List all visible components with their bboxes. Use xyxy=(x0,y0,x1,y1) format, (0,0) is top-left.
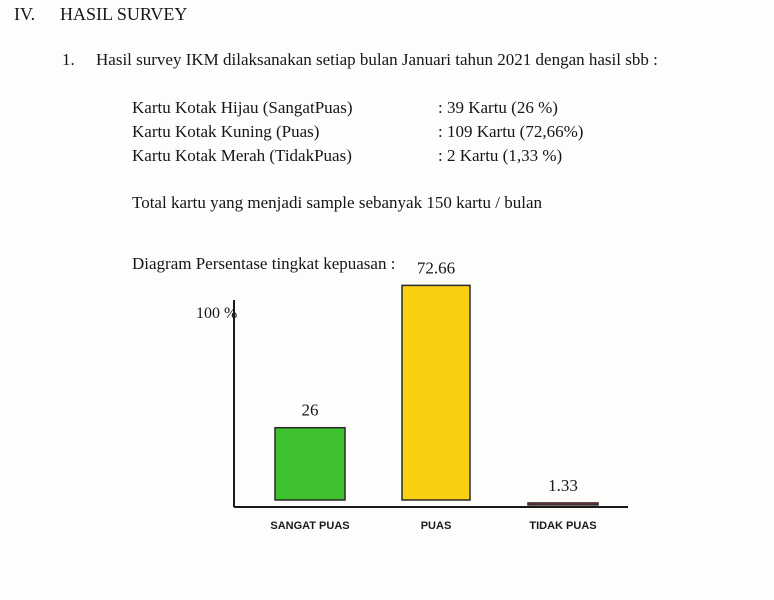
card-green-name: Kartu Kotak Hijau (SangatPuas) xyxy=(132,98,353,117)
bar-puas xyxy=(402,285,470,500)
data-label-0: 26 xyxy=(301,400,319,420)
section-number: IV. xyxy=(14,4,36,24)
category-label-2: TIDAK PUAS xyxy=(529,520,597,532)
category-label-0: SANGAT PUAS xyxy=(270,520,350,532)
y-axis-top-label: 100 % xyxy=(196,305,238,322)
bar-tidak-puas xyxy=(528,503,598,505)
card-green-value: : 39 Kartu (26 %) xyxy=(438,98,558,117)
section-title: HASIL SURVEY xyxy=(60,4,188,24)
card-red-value: : 2 Kartu (1,33 %) xyxy=(438,146,563,165)
data-label-2: 1.33 xyxy=(548,475,578,495)
card-red-name: Kartu Kotak Merah (TidakPuas) xyxy=(132,146,352,165)
diagram-title: Diagram Persentase tingkat kepuasan : xyxy=(132,254,396,273)
category-label-1: PUAS xyxy=(420,520,452,532)
total-sample-text: Total kartu yang menjadi sample sebanyak 150 kartu / bulan xyxy=(132,193,543,212)
item-number: 1. xyxy=(62,50,75,69)
card-yellow-value: : 109 Kartu (72,66%) xyxy=(438,122,584,141)
bar-sangat-puas xyxy=(275,428,345,500)
card-yellow-name: Kartu Kotak Kuning (Puas) xyxy=(132,122,320,141)
item-text: Hasil survey IKM dilaksanakan setiap bulan Januari tahun 2021 dengan hasil sbb : xyxy=(96,50,658,69)
data-label-1: 72.66 xyxy=(416,258,456,278)
